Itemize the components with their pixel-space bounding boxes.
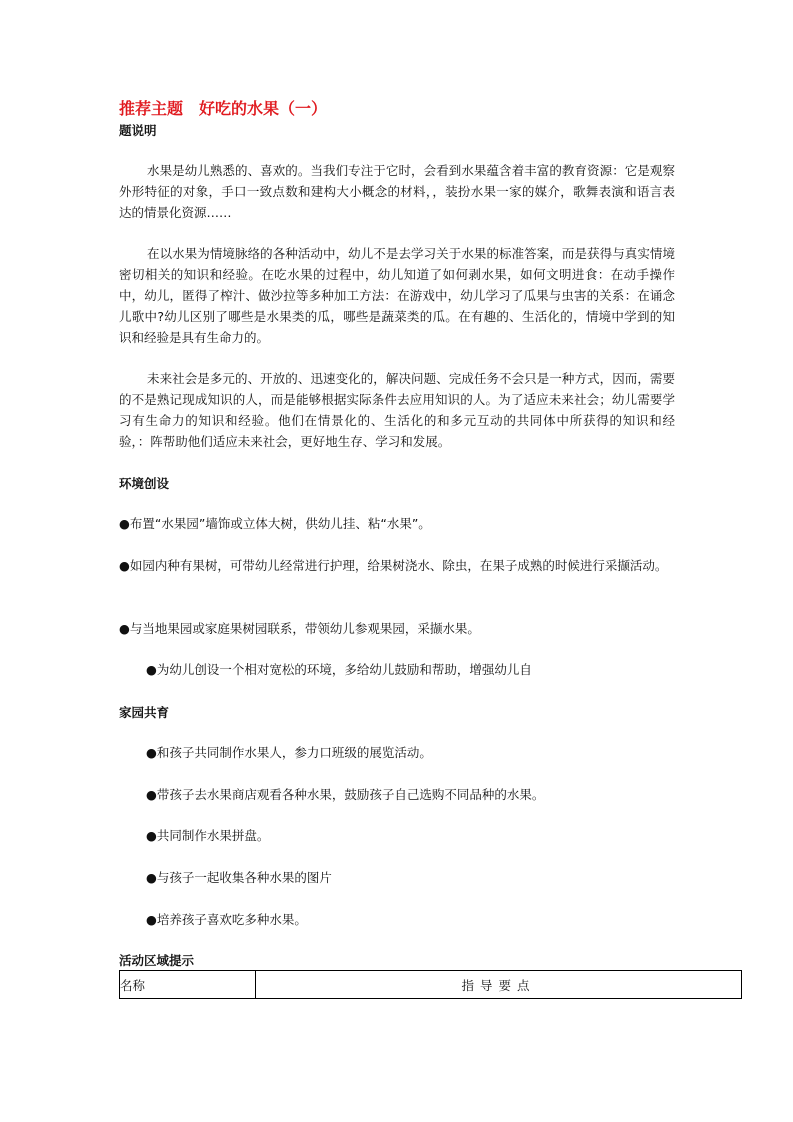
home-item-5: ●培养孩子喜欢吃多种水果。 bbox=[146, 912, 307, 927]
home-item-3: ●共同制作水果拼盘。 bbox=[146, 828, 270, 843]
home-item-4: ●与孩子一起收集各种水果的图片 bbox=[146, 870, 332, 885]
home-cooperation-heading: 家园共育 bbox=[119, 705, 170, 720]
column-header-guidance: 指导要点 bbox=[256, 971, 742, 999]
table-header-row bbox=[120, 971, 742, 999]
intro-paragraph-3: 未来社会是多元的、开放的、迅速变化的，解决问题、完成任务不会只是一种方式，因而，需要的不是熟记现成知识的人，而是能够根据实际条件去应用知识的人。为了适应未来社会；幼儿需要学习有生命力的知识和经验。他们在情景化的、生活化的和多元互动的共同体中所获得的知识和经验，：阵帮助他们适应未来社会，更好地生存、学习和发展。 bbox=[119, 371, 675, 449]
activity-areas-table bbox=[119, 970, 742, 999]
home-item-2: ●带孩子去水果商店观看各种水果，鼓励孩子自己选购不同品种的水果。 bbox=[146, 787, 545, 802]
env-item-3: ●与当地果园或家庭果树园联系，带领幼儿参观果园，采撷水果。 bbox=[119, 621, 480, 636]
theme-description-heading: 题说明 bbox=[119, 123, 157, 138]
env-item-2: ●如园内种有果树，可带幼儿经常进行护理，给果树浇水、除虫，在果子成熟的时候进行采撷活动。 bbox=[119, 558, 668, 573]
env-item-4: ●为幼儿创设一个相对宽松的环境，多给幼儿鼓励和帮助，增强幼儿自 bbox=[146, 662, 532, 677]
home-item-1: ●和孩子共同制作水果人，参力口班级的展览活动。 bbox=[146, 745, 432, 760]
environment-heading: 环境创设 bbox=[119, 476, 170, 491]
page-title: 推荐主题 好吃的水果（一） bbox=[119, 99, 328, 118]
column-header-name: 名称 bbox=[120, 971, 256, 999]
intro-paragraph-1: 水果是幼儿熟悉的、喜欢的。当我们专注于它时，会看到水果蕴含着丰富的教育资源：它是观察外形特征的对象，手口一致点数和建构大小概念的材料，，装扮水果一家的媒介，歌舞表演和语言表达的情景化资源…… bbox=[119, 163, 675, 220]
activity-areas-heading: 活动区域提示 bbox=[119, 953, 195, 968]
intro-paragraph-2: 在以水果为情境脉络的各种活动中，幼儿不是去学习关于水果的标准答案，而是获得与真实情境密切相关的知识和经验。在吃水果的过程中，幼儿知道了如何剥水果，如何文明进食：在动手操作中，幼儿，匿得了榨汁、做沙拉等多种加工方法：在游戏中，幼儿学习了瓜果与虫害的关系：在诵念儿歌中?幼儿区别了哪些是水果类的瓜，哪些是蔬菜类的瓜。在有趣的、生活化的，情境中学到的知识和经验是具有生命力的。 bbox=[119, 246, 675, 345]
env-item-1: ●布置“水果园”墙饰或立体大树，供幼儿挂、粘“水果”。 bbox=[119, 516, 431, 531]
